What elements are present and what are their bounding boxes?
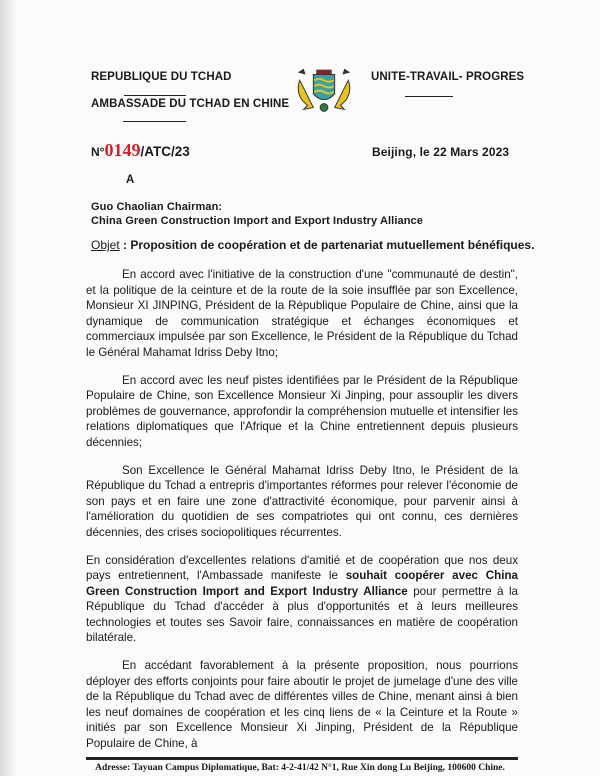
addressee-a: A bbox=[126, 174, 135, 186]
divider bbox=[405, 96, 453, 97]
scan-edge bbox=[0, 0, 18, 776]
subject-label: Objet bbox=[91, 238, 120, 252]
paragraph-4 bbox=[86, 553, 518, 647]
letter-date: Beijing, le 22 Mars 2023 bbox=[372, 145, 510, 159]
national-motto: UNITE-TRAVAIL- PROGRES bbox=[371, 71, 525, 83]
reference-red-number: 0149 bbox=[104, 140, 141, 160]
paragraph-4-bold: souhait coopérer avec China Green Construction Import and Export Industry Alliance bbox=[86, 569, 518, 598]
embassy-heading: AMBASSADE DU TCHAD EN CHINE bbox=[91, 98, 290, 110]
paragraph-1: En accord avec l'initiative de la construction d'une "communauté de destin", et la politique de la ceinture et de la route de la soie insufflée par son Excellence, Monsieur XI JINPING, Président de la République Populaire de Chine, ainsi que la dynamique de communication stratégique et échanges économiques et commerciaux impulsée par son Excellence, le Président de la République du Tchad le Général Mahamat Idriss Deby Itno; bbox=[86, 268, 518, 359]
paragraph-4-text-end: pour permettre à la République du Tchad d'accéder à plus d'opportunités et à leurs meilleures technologies et toutes ses Savoir faire, connaissances en matière de coopération bilatérale. bbox=[86, 584, 518, 645]
addressee-block bbox=[91, 200, 541, 253]
letter-body bbox=[86, 267, 518, 752]
reference-suffix: /ATC/23 bbox=[140, 144, 190, 159]
republic-heading: REPUBLIQUE DU TCHAD bbox=[91, 71, 232, 83]
addressee-organization: China Green Construction Import and Export Industry Alliance bbox=[91, 215, 423, 227]
footer-address: Adresse: Tayuan Campus Diplomatique, Bat: 4-2-41/42 N°1, Rue Xin dong Lu Beijing, 100600 Chine. bbox=[95, 763, 505, 773]
coat-of-arms-emblem bbox=[292, 66, 356, 114]
divider bbox=[123, 121, 186, 122]
subject-text: : Proposition de coopération et de partenariat mutuellement bénéfiques. bbox=[119, 238, 535, 252]
reference-number bbox=[91, 139, 190, 163]
divider bbox=[124, 95, 186, 96]
subject-line bbox=[91, 238, 541, 253]
paragraph-4-text: En considération d'excellentes relations d'amitié et de coopération que nos deux pays entretiennent, l'Ambassade manifeste le bbox=[86, 553, 518, 583]
paragraph-5: En accédant favorablement à la présente proposition, nous pourrions déployer des efforts conjoints pour faire aboutir le projet de jumelage d'une des ville de la République du Tchad avec de différentes villes de Chine, menant ainsi à bien les neuf domaines de coopération et les cinq liens de « la Ceinture et la Route » initiés par son Excellence Monsieur Xi Jinping, Président de la République Populaire de Chine, à bbox=[86, 659, 518, 751]
reference-prefix: N° bbox=[91, 145, 105, 159]
footer-rule bbox=[86, 757, 518, 760]
paragraph-2: En accord avec les neuf pistes identifiées par le Président de la République Populaire de Chine, son Excellence Monsieur Xi Jinping, pour assouplir les divers problèmes de gouvernance, approfondir la compréhension mutuelle et intensifier les relations diplomatiques que l'Afrique et la Chine entretiennent depuis plusieurs décennies; bbox=[86, 373, 518, 449]
addressee-name: Guo Chaolian Chairman: bbox=[91, 201, 223, 213]
paragraph-3: Son Excellence le Général Mahamat Idriss Deby Itno, le Président de la République du Tchad a entrepris d'importantes réformes pour relever l'économie de son pays et en faire une zone d'attractivité économique, pour parvenir ainsi à l'amélioration du quotidien de ses compatriotes qui ont connu, ces dernières décennies, des crises sociopolitiques récurrentes. bbox=[86, 463, 518, 539]
